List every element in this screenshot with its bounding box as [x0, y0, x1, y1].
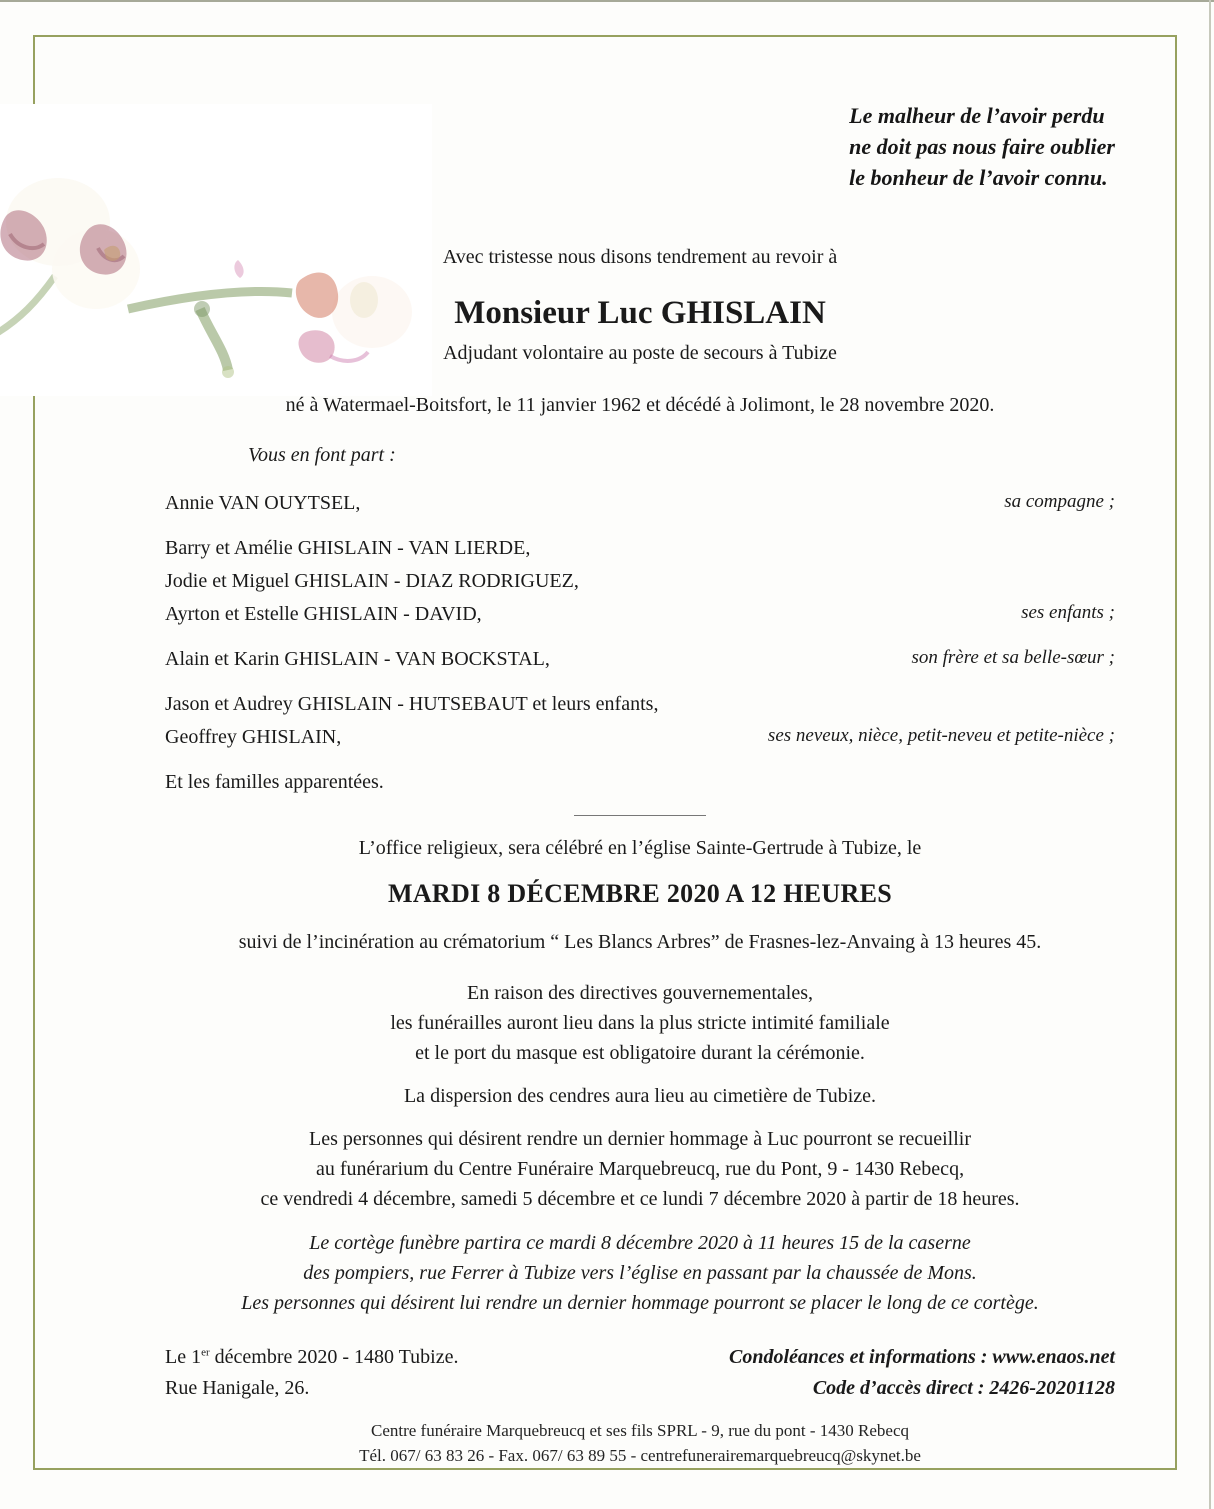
directive-line: les funérailles auront lieu dans la plus stricte intimité familiale — [390, 1012, 890, 1034]
scan-edge-top — [0, 0, 1214, 2]
deceased-name: Monsieur Luc GHISLAIN — [454, 295, 826, 331]
relation-label: ses neveux, nièce, petit-neveu et petite-nièce ; — [767, 725, 1115, 746]
condolences-block — [729, 1342, 1115, 1404]
cortege-info — [165, 1228, 1115, 1318]
visitation-line: Les personnes qui désirent rendre un dernier hommage à Luc pourront se recueillir — [309, 1128, 971, 1150]
deceased-title: Adjudant volontaire au poste de secours à Tubize — [443, 342, 837, 364]
epigraph-line: ne doit pas nous faire oublier — [849, 134, 1115, 159]
family-member: Alain et Karin GHISLAIN - VAN BOCKSTAL, — [165, 648, 550, 670]
ordinal-sup: er — [201, 1346, 210, 1359]
relation-label: ses enfants ; — [1021, 602, 1115, 623]
family-member: Jason et Audrey GHISLAIN - HUTSEBAUT et leurs enfants, — [165, 693, 659, 715]
epigraph-line: le bonheur de l’avoir connu. — [849, 165, 1108, 190]
section-divider — [574, 815, 706, 816]
family-group-brother — [165, 643, 1115, 676]
family-member: Geoffrey GHISLAIN, — [165, 726, 342, 748]
relation-label: sa compagne ; — [1004, 491, 1115, 512]
access-code: Code d’accès direct : 2426-20201128 — [812, 1377, 1115, 1399]
footer-row — [165, 1342, 1115, 1404]
epigraph — [165, 100, 1115, 193]
family-member: Annie VAN OUYTSEL, — [165, 492, 361, 514]
ceremony-intro: L’office religieux, sera célébré en l’église Sainte-Gertrude à Tubize, le — [358, 837, 922, 859]
family-member: Jodie et Miguel GHISLAIN - DIAZ RODRIGUEZ, — [165, 570, 579, 592]
family-member: Ayrton et Estelle GHISLAIN - DAVID, — [165, 603, 482, 625]
family-group-partner — [165, 487, 1115, 520]
covid-directives — [165, 978, 1115, 1068]
relation-label: son frère et sa belle-sœur ; — [911, 647, 1115, 668]
family-member: Barry et Amélie GHISLAIN - VAN LIERDE, — [165, 537, 531, 559]
funeral-home-contact: Tél. 067/ 63 83 26 - Fax. 067/ 63 89 55 - centrefunerairemarquebreucq@skynet.be — [359, 1446, 921, 1465]
visitation-line: au funérarium du Centre Funéraire Marquebreucq, rue du Pont, 9 - 1430 Rebecq, — [315, 1158, 965, 1180]
family-group-children — [165, 532, 1115, 631]
directive-line: En raison des directives gouvernementales, — [467, 982, 813, 1004]
directive-line: et le port du masque est obligatoire durant la cérémonie. — [415, 1042, 865, 1064]
funeral-home-name: Centre funéraire Marquebreucq et ses fils SPRL - 9, rue du pont - 1430 Rebecq — [370, 1421, 910, 1440]
street-address: Rue Hanigale, 26. — [165, 1377, 310, 1399]
sender-address — [165, 1342, 459, 1404]
ceremony-datetime: MARDI 8 DÉCEMBRE 2020 A 12 HEURES — [388, 879, 892, 908]
announcement-card — [165, 100, 1115, 1468]
cortege-line: des pompiers, rue Ferrer à Tubize vers l’église en passant par la chaussée de Mons. — [303, 1262, 977, 1284]
epigraph-line: Le malheur de l’avoir perdu — [849, 103, 1105, 128]
visitation-line: ce vendredi 4 décembre, samedi 5 décembre et ce lundi 7 décembre 2020 à partir de 18 heures. — [260, 1188, 1020, 1210]
family-group-nephews — [165, 688, 1115, 754]
announcement-intro: Avec tristesse nous disons tendrement au revoir à — [442, 246, 838, 268]
cortege-line: Les personnes qui désirent lui rendre un dernier hommage pourront se placer le long de ce cortège. — [241, 1292, 1039, 1314]
family-heading: Vous en font part : — [248, 444, 396, 466]
condolences-url: Condoléances et informations : www.enaos.net — [729, 1346, 1115, 1368]
scan-edge-right — [1209, 0, 1211, 1509]
cremation-info: suivi de l’incinération au crématorium “ Les Blancs Arbres” de Frasnes-lez-Anvaing à 13 heures 45. — [238, 931, 1042, 953]
ashes-info: La dispersion des cendres aura lieu au cimetière de Tubize. — [403, 1085, 877, 1107]
cortege-line: Le cortège funèbre partira ce mardi 8 décembre 2020 à 11 heures 15 de la caserne — [309, 1232, 971, 1254]
visitation-info — [165, 1124, 1115, 1214]
life-dates: né à Watermael-Boitsfort, le 11 janvier 1962 et décédé à Jolimont, le 28 novembre 2020. — [285, 394, 995, 416]
family-closing: Et les familles apparentées. — [165, 771, 384, 793]
letter-date-place: Le 1er décembre 2020 - 1480 Tubize. — [165, 1346, 459, 1368]
funeral-home-footer — [165, 1418, 1115, 1468]
